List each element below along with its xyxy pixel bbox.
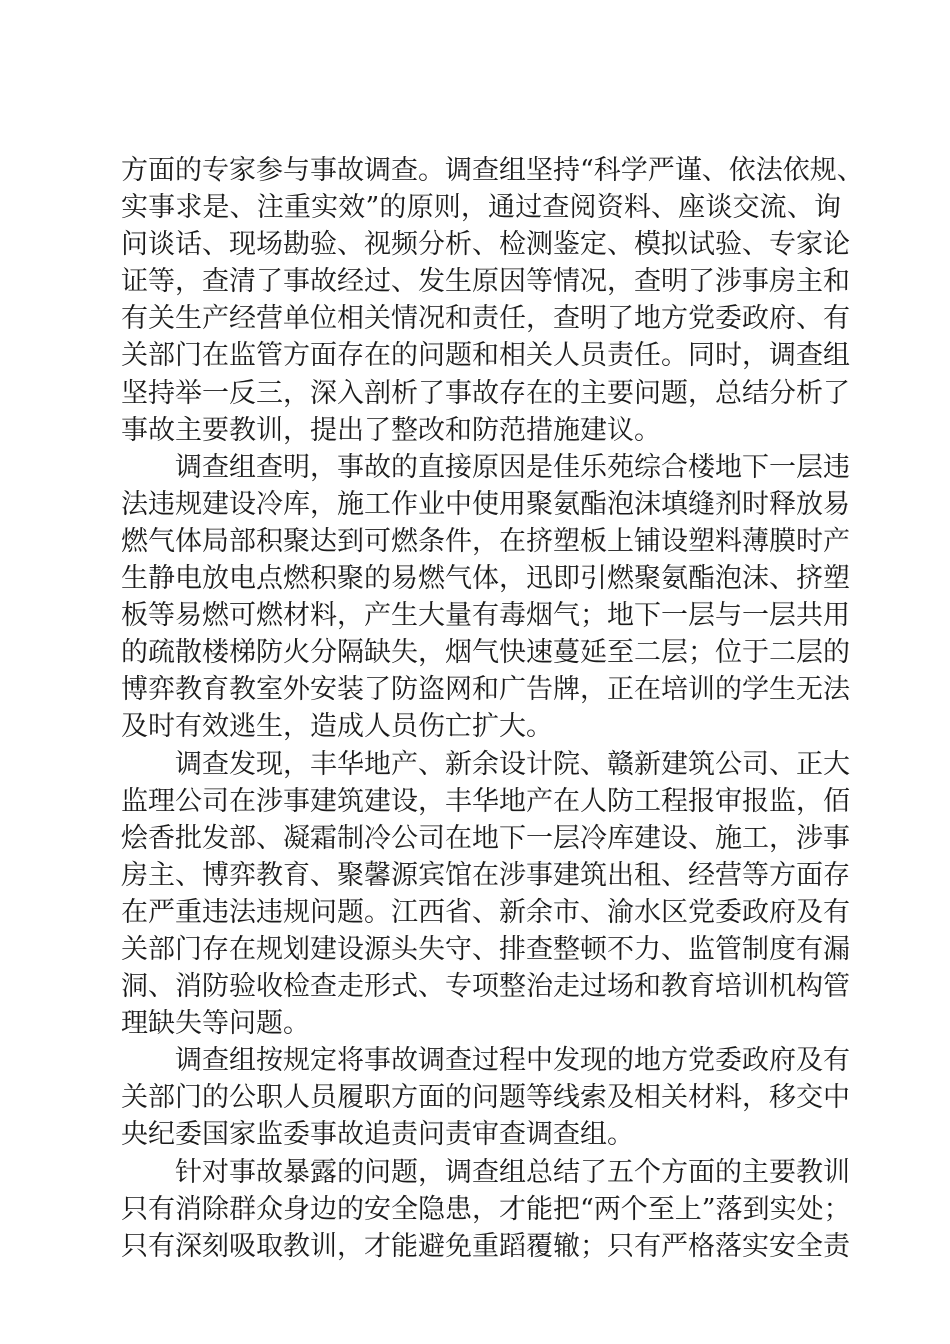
text-line: 关部门的公职人员履职方面的问题等线索及相关材料，移交中 [121,1082,850,1114]
text-line: 有关生产经营单位相关情况和责任，查明了地方党委政府、有 [121,303,850,335]
text-line: 理缺失等问题。 [121,1008,310,1040]
paragraph-3 [121,746,850,1043]
paragraph-2 [121,449,850,746]
text-line: 博弈教育教室外安装了防盗网和广告牌，正在培训的学生无法 [121,674,850,706]
paragraph-4 [121,1042,850,1153]
text-line: 证等，查清了事故经过、发生原因等情况，查明了涉事房主和 [121,266,850,298]
text-line: 及时有效逃生，造成人员伤亡扩大。 [121,711,553,743]
text-line: 问谈话、现场勘验、视频分析、检测鉴定、模拟试验、专家论 [121,229,850,261]
text-line: 监理公司在涉事建筑建设，丰华地产在人防工程报审报监，佰 [121,785,850,817]
text-line: 的疏散楼梯防火分隔缺失，烟气快速蔓延至二层；位于二层的 [121,637,850,669]
text-line: 调查组按规定将事故调查过程中发现的地方党委政府及有 [175,1045,850,1077]
text-line: 法违规建设冷库，施工作业中使用聚氨酯泡沫填缝剂时释放易 [121,488,850,520]
paragraph-1 [121,152,864,449]
text-line: 燃气体局部积聚达到可燃条件，在挤塑板上铺设塑料薄膜时产 [121,525,850,557]
text-line: 调查组查明，事故的直接原因是佳乐苑综合楼地下一层违 [175,451,850,483]
text-line: 针对事故暴露的问题，调查组总结了五个方面的主要教训 [175,1156,850,1188]
text-line: 洞、消防验收检查走形式、专项整治走过场和教育培训机构管 [121,971,850,1003]
text-line: 关部门存在规划建设源头失守、排查整顿不力、监管制度有漏 [121,933,850,965]
text-line: 坚持举一反三，深入剖析了事故存在的主要问题，总结分析了 [121,377,850,409]
paragraph-5 [121,1154,851,1265]
text-line: 生静电放电点燃积聚的易燃气体，迅即引燃聚氨酯泡沫、挤塑 [121,563,850,595]
text-line: 烩香批发部、凝霜制冷公司在地下一层冷库建设、施工，涉事 [121,822,850,854]
text-line: 只有深刻吸取教训，才能避免重蹈覆辙；只有严格落实安全责 [121,1230,850,1262]
text-line: 方面的专家参与事故调查。调查组坚持“科学严谨、依法依规、 [121,155,864,186]
text-line: 板等易燃可燃材料，产生大量有毒烟气；地下一层与一层共用 [121,600,850,632]
document-body [121,152,864,1265]
text-line: 只有消除群众身边的安全隐患，才能把“两个至上”落到实处； [121,1193,851,1225]
text-line: 房主、博弈教育、聚馨源宾馆在涉事建筑出租、经营等方面存 [121,859,850,891]
text-line: 实事求是、注重实效”的原则，通过查阅资料、座谈交流、询 [121,192,841,224]
text-line: 关部门在监管方面存在的问题和相关人员责任。同时，调查组 [121,340,850,372]
text-line: 事故主要教训，提出了整改和防范措施建议。 [121,414,661,446]
text-line: 在严重违法违规问题。江西省、新余市、渝水区党委政府及有 [121,896,850,928]
text-line: 调查发现，丰华地产、新余设计院、赣新建筑公司、正大 [175,748,850,780]
text-line: 央纪委国家监委事故追责问责审查调查组。 [121,1119,634,1151]
